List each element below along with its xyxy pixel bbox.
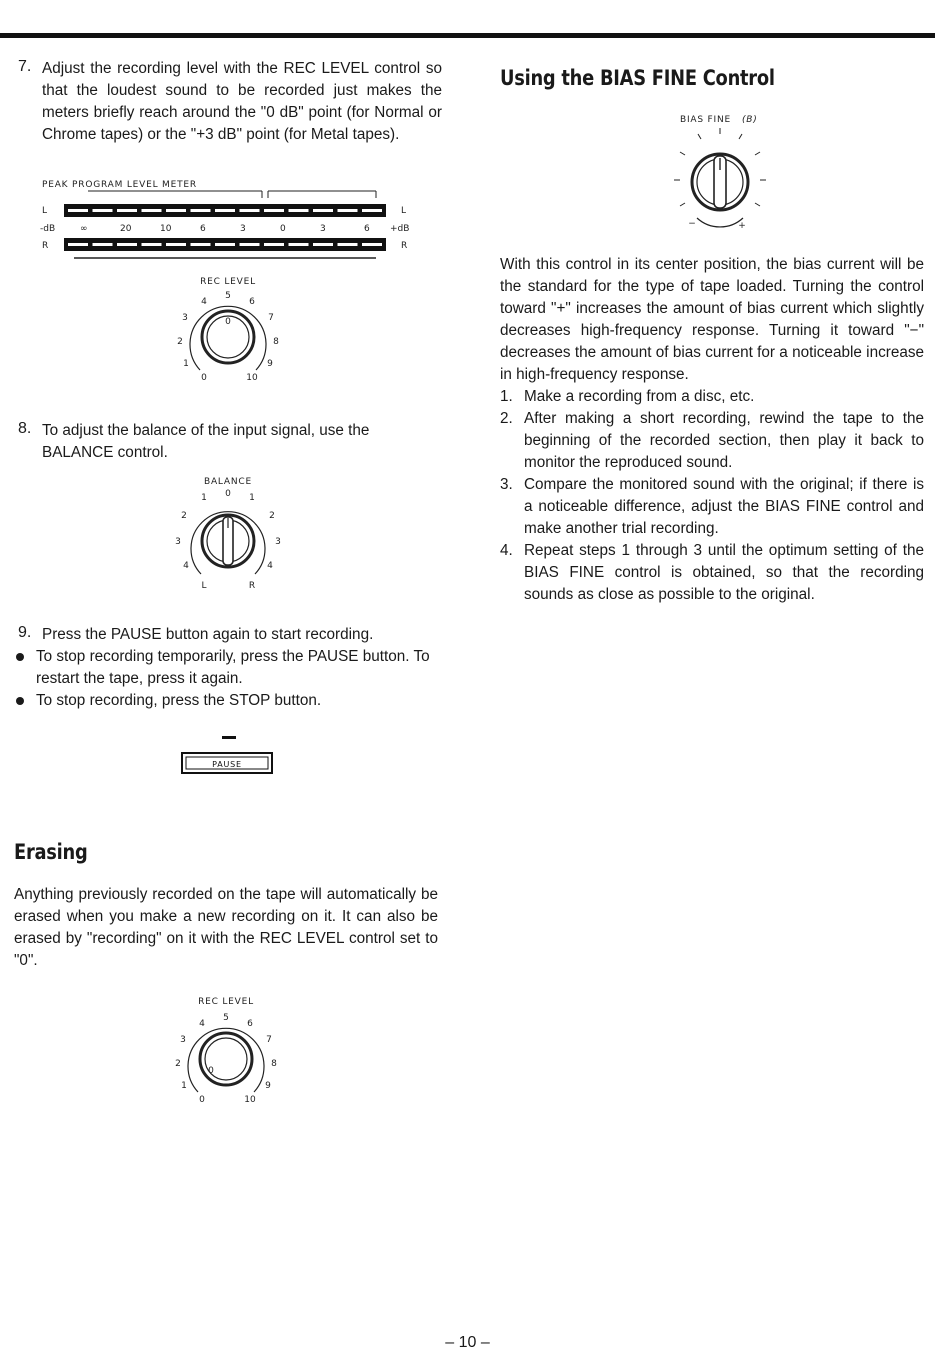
bias-fine-dial: [660, 108, 780, 232]
left-channel-bar: [64, 204, 386, 217]
rec-level-title: REC LEVEL: [198, 997, 254, 1007]
step-7: [14, 58, 442, 146]
pause-button-illustration: [176, 730, 280, 778]
step-number: 7.: [18, 58, 32, 75]
dial-scale-mark: 9: [265, 1081, 271, 1091]
step-text: Compare the monitored sound with the original; if there is a noticeable difference, adjust the BIAS FINE control and make another trial recording.: [524, 476, 924, 537]
meter-scale-label: 3: [320, 224, 326, 234]
bullet-dot: [16, 697, 24, 705]
step-8-block: [14, 420, 442, 464]
left-column: [14, 58, 442, 146]
dial-scale-mark: 4: [201, 297, 207, 307]
balance-center-mark: 0: [225, 489, 231, 499]
dial-scale-mark: 0: [199, 1095, 205, 1105]
meter-scale-label: +dB: [390, 224, 410, 234]
dial-scale-mark: 8: [273, 337, 279, 347]
bias-step: [500, 474, 924, 540]
balance-left-mark: 4: [183, 561, 189, 571]
meter-left-channel-label-right: L: [401, 206, 407, 216]
bullet-dot: [16, 653, 24, 661]
erasing-text: Anything previously recorded on the tape will automatically be erased when you make a new recording on it. It can also be erased by "recording" on it with the REC LEVEL control set to "0".: [14, 886, 438, 969]
dial-scale-mark: 6: [249, 297, 255, 307]
meter-left-channel-label: L: [42, 206, 48, 216]
step-8: [14, 420, 442, 464]
bullet-item: [14, 646, 442, 690]
balance-right-mark: 1: [249, 493, 255, 503]
dial-scale-mark: 4: [199, 1019, 205, 1029]
balance-left-mark: 3: [175, 537, 181, 547]
bullet-text: To stop recording temporarily, press the PAUSE button. To restart the tape, press it again.: [36, 648, 430, 687]
dial-scale-mark: 6: [247, 1019, 253, 1029]
dial-scale-mark: 10: [244, 1095, 256, 1105]
meter-scale-label: -dB: [40, 224, 56, 234]
right-column: [500, 58, 924, 90]
meter-scale-label: 6: [200, 224, 206, 234]
erasing-heading: Erasing: [14, 840, 88, 864]
right-channel-bar: [64, 238, 386, 251]
meter-scale-label: 10: [160, 224, 172, 234]
bias-fine-title: BIAS FINE: [680, 115, 732, 125]
dial-scale-mark: 3: [180, 1035, 186, 1045]
balance-left-label: L: [201, 581, 207, 591]
balance-dial: [168, 472, 288, 594]
rec-level-title: REC LEVEL: [200, 277, 256, 287]
step-text: Press the PAUSE button again to start recording.: [42, 626, 374, 643]
bullet-text: To stop recording, press the STOP button.: [36, 692, 322, 709]
step-number: 8.: [18, 420, 32, 437]
meter-scale-label: 0: [280, 224, 286, 234]
dial-scale-mark: 0: [201, 373, 207, 383]
step-9-block: [14, 624, 442, 712]
meter-scale-label: ∞: [80, 224, 88, 234]
balance-right-mark: 3: [275, 537, 281, 547]
bias-fine-intro: With this control in its center position, the bias current will be the standard for the type of tape loaded. Turning the control toward "+" increases the amount of bias current which slightly decreases high-frequency response. Turning it toward "−" decreases the amount of bias current for a noticeable increase in high-frequency response.: [500, 256, 924, 383]
dial-scale-mark: 5: [225, 291, 231, 301]
dial-pointer-mark: 0: [225, 317, 231, 327]
dial-scale-mark: 3: [182, 313, 188, 323]
step-text: To adjust the balance of the input signal, use the BALANCE control.: [42, 422, 370, 461]
top-rule: [0, 33, 935, 38]
bias-fine-heading: Using the BIAS FINE Control: [500, 66, 775, 90]
pause-button-label: PAUSE: [212, 760, 242, 769]
step-text: Make a recording from a disc, etc.: [524, 388, 755, 405]
dial-scale-mark: 1: [181, 1081, 187, 1091]
dial-scale-mark: 2: [175, 1059, 181, 1069]
step-number: 4.: [500, 542, 513, 559]
erasing-section: [14, 840, 438, 972]
balance-right-label: R: [248, 581, 256, 591]
bullet-item: [14, 690, 442, 712]
balance-title: BALANCE: [203, 477, 253, 487]
rec-level-dial-erase: [166, 990, 286, 1112]
meter-scale-label: 20: [120, 224, 132, 234]
dial-scale-mark: 10: [246, 373, 258, 383]
bias-minus-label: −: [688, 219, 696, 229]
balance-left-mark: 2: [181, 511, 187, 521]
bias-fine-steps: [500, 386, 924, 606]
meter-right-channel-label-right: R: [401, 241, 408, 251]
step-9: [14, 624, 442, 646]
step-number: 3.: [500, 476, 513, 493]
balance-left-mark: 1: [201, 493, 207, 503]
meter-title: PEAK PROGRAM LEVEL METER: [42, 180, 197, 190]
bias-step: [500, 386, 924, 408]
page-number: – 10 –: [445, 1334, 490, 1351]
step-text: Repeat steps 1 through 3 until the optimum setting of the BIAS FINE control is obtained, so that the recording sounds as close as possible to the original.: [524, 542, 924, 603]
balance-right-mark: 2: [269, 511, 275, 521]
meter-scale-label: 3: [240, 224, 246, 234]
rec-level-dial: [168, 270, 288, 390]
peak-level-meter-figure: [30, 176, 430, 264]
meter-scale-label: 6: [364, 224, 370, 234]
dial-pointer-mark: 0: [208, 1066, 214, 1076]
dial-scale-mark: 2: [177, 337, 183, 347]
bias-step: [500, 408, 924, 474]
meter-scale: [40, 224, 409, 234]
balance-right-mark: 4: [267, 561, 273, 571]
bias-step: [500, 540, 924, 606]
dial-scale-mark: 9: [267, 359, 273, 369]
bias-plus-label: +: [738, 221, 746, 231]
step-number: 1.: [500, 388, 513, 405]
step-number: 9.: [18, 624, 32, 641]
step-text: After making a short recording, rewind the tape to the beginning of the recorded section, then play it back to monitor the reproduced sound.: [524, 410, 924, 471]
meter-right-channel-label: R: [42, 241, 49, 251]
step-number: 2.: [500, 410, 513, 427]
dial-scale-mark: 5: [223, 1013, 229, 1023]
bias-fine-body: [500, 254, 924, 606]
bias-fine-title-suffix: (B): [742, 115, 758, 125]
dial-scale-mark: 7: [268, 313, 274, 323]
dial-scale-mark: 7: [266, 1035, 272, 1045]
step-text: Adjust the recording level with the REC LEVEL control so that the loudest sound to be recorded just makes the meters briefly reach around the "0 dB" point (for Normal or Chrome tapes) or the "+3 dB" point (for Metal tapes).: [42, 60, 442, 143]
dial-scale-mark: 8: [271, 1059, 277, 1069]
dial-scale-mark: 1: [183, 359, 189, 369]
